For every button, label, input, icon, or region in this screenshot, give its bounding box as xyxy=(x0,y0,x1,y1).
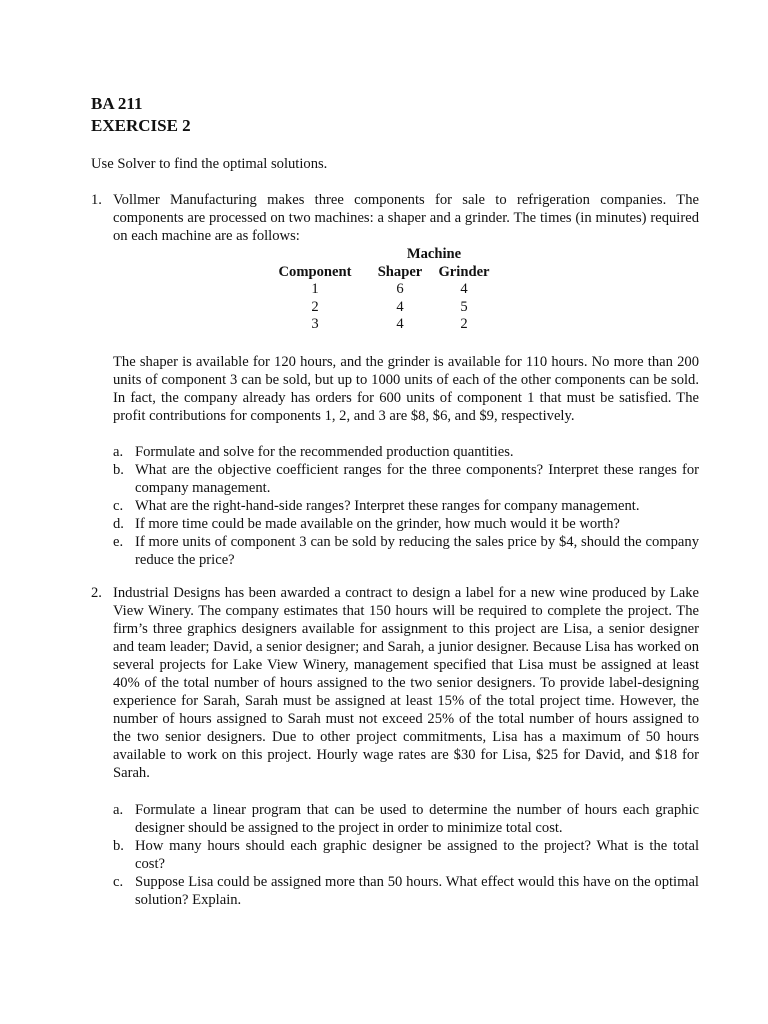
table-row xyxy=(260,299,498,317)
table-row xyxy=(260,281,498,299)
question-text: What are the objective coefficient ranges for the three components? Interpret these ranges for company management. xyxy=(135,461,699,496)
question-label: c. xyxy=(113,497,124,514)
table-group-header: Machine xyxy=(406,246,462,262)
question-text: If more units of component 3 can be sold by reducing the sales price by $4, should the company reduce the price? xyxy=(135,533,699,568)
table-cell: 3 xyxy=(311,316,319,332)
question-item xyxy=(113,497,699,515)
question-label: c. xyxy=(113,874,124,890)
machine-times-table xyxy=(260,246,498,334)
table-row xyxy=(260,316,498,334)
problem-number: 2. xyxy=(91,585,102,601)
table-cell: 2 xyxy=(460,316,468,332)
question-text: If more time could be made available on the grinder, how much would it be worth? xyxy=(135,515,620,532)
problem-2 xyxy=(91,584,699,909)
question-label: e. xyxy=(113,533,124,550)
question-label: b. xyxy=(113,838,124,854)
question-item xyxy=(113,837,699,873)
question-label: d. xyxy=(113,515,124,532)
table-header-shaper: Shaper xyxy=(377,263,423,280)
problem-number: 1. xyxy=(91,192,102,208)
problem-1 xyxy=(91,191,699,569)
question-label: a. xyxy=(113,443,124,460)
instructions: Use Solver to find the optimal solutions. xyxy=(91,156,328,172)
question-text: What are the right-hand-side ranges? Interpret these ranges for company management. xyxy=(135,497,640,514)
question-item xyxy=(113,461,699,497)
table-cell: 4 xyxy=(460,281,468,297)
question-item xyxy=(113,533,699,569)
question-label: b. xyxy=(113,461,124,478)
table-cell: 1 xyxy=(311,281,319,297)
question-item xyxy=(113,515,699,533)
table-header-component: Component xyxy=(278,263,352,280)
question-text: Suppose Lisa could be assigned more than 50 hours. What effect would this have on the optimal solution? Explain. xyxy=(135,874,699,908)
question-label: a. xyxy=(113,802,124,818)
problem-paragraph: The shaper is available for 120 hours, and the grinder is available for 110 hours. No more than 200 units of component 3 can be sold, but up to 1000 units of each of the other components can be sold. In fact, the company already has orders for 600 units of component 1 that must be satisfied. The profit contributions for components 1, 2, and 3 are $8, $6, and $9, respectively. xyxy=(113,353,699,424)
question-text: Formulate and solve for the recommended production quantities. xyxy=(135,443,514,460)
table-header-grinder: Grinder xyxy=(438,263,490,280)
question-list xyxy=(113,801,699,909)
document-title xyxy=(91,93,191,137)
table-cell: 5 xyxy=(460,298,468,315)
problem-intro: Industrial Designs has been awarded a contract to design a label for a new wine produced by Lake View Winery. The company estimates that 150 hours will be required to complete the project. The firm’s three graphics designers available for assignment to this project are Lisa, a senior designer and team leader; David, a senior designer; and Sarah, a junior designer. Because Lisa has worked on several projects for Lake View Winery, management specified that Lisa must be assigned at least 40% of the total number of hours assigned to the two senior designers. To provide label-designing experience for Sarah, Sarah must be assigned at least 15% of the total project time. However, the number of hours assigned to Sarah must not exceed 25% of the total number of hours assigned to the two senior designers. Due to other project commitments, Lisa has a maximum of 50 hours available to work on this project. Hourly wage rates are $30 for Lisa, $25 for David, and $18 for Sarah. xyxy=(113,585,699,781)
problem-intro: Vollmer Manufacturing makes three components for sale to refrigeration companies. The components are processed on two machines: a shaper and a grinder. The times (in minutes) required on each machine are as follows: xyxy=(113,192,699,244)
table-cell: 2 xyxy=(311,298,319,315)
course-code: BA 211 xyxy=(91,94,143,113)
exercise-title: EXERCISE 2 xyxy=(91,116,191,135)
question-item xyxy=(113,443,699,461)
table-cell: 6 xyxy=(396,281,404,297)
question-list xyxy=(113,443,699,569)
question-text: How many hours should each graphic designer be assigned to the project? What is the total cost? xyxy=(135,838,699,872)
question-item xyxy=(113,801,699,837)
question-item xyxy=(113,873,699,909)
table-cell: 4 xyxy=(396,316,404,332)
table-cell: 4 xyxy=(396,298,404,315)
question-text: Formulate a linear program that can be used to determine the number of hours each graphic designer should be assigned to the project in order to minimize total cost. xyxy=(135,802,699,836)
